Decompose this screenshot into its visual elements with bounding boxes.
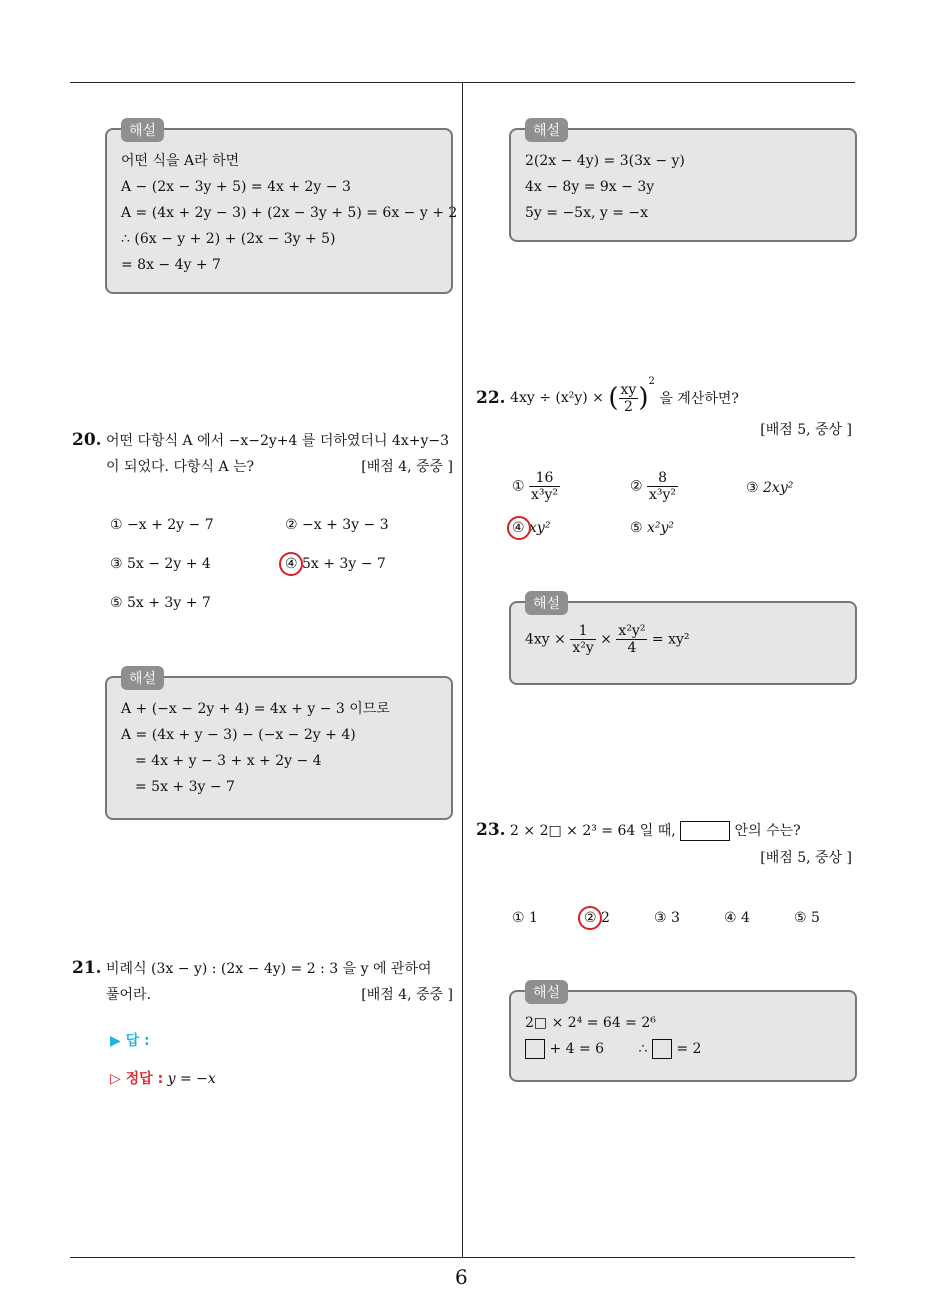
solution-line: 어떤 식을 A라 하면: [121, 153, 240, 169]
score-label: [배점 5, 중상 ]: [760, 421, 852, 438]
question-expression: 2 × 2□ × 2³ = 64 일 때,: [510, 823, 676, 839]
solution-tag: 해설: [525, 118, 568, 142]
blank-box: [652, 1039, 672, 1059]
solution-line: 4x − 8y = 9x − 3y: [525, 179, 655, 195]
question-number: 22.: [476, 388, 506, 408]
question-text: 을 계산하면?: [659, 391, 739, 407]
solution-box-21: [509, 123, 857, 242]
fraction: $\frac{1}{\text{x²y}}$: [572, 623, 594, 656]
solution-box-19: [105, 123, 458, 294]
fraction: $\frac{xy}{2}$: [620, 381, 637, 415]
selected-answer-mark: [279, 552, 303, 576]
correct-answer-row: [110, 1068, 216, 1088]
correct-answer-label: ▷ 정답 :: [110, 1071, 164, 1087]
bottom-rule: [70, 1257, 855, 1258]
solution-tag: 해설: [121, 118, 164, 142]
question-text: 이 되었다. 다항식 A 는?: [106, 459, 255, 475]
question-text: 비례식 (3x − y) : (2x − 4y) = 2 : 3 을 y 에 관하여: [106, 961, 432, 977]
choice-3[interactable]: ③ 2xy²: [746, 480, 794, 496]
fraction: $\frac{\text{x²y²}}{4}$: [618, 623, 646, 656]
page-number: 6: [455, 1265, 468, 1289]
choice-3[interactable]: ③ 5x − 2y + 4: [110, 556, 211, 572]
question-text: 풀어라.: [106, 987, 152, 1003]
correct-answer-value: y = −x: [167, 1071, 216, 1087]
question-21: [72, 958, 457, 1004]
solution-line: = 8x − 4y + 7: [121, 257, 221, 273]
score-label: [배점 5, 중상 ]: [760, 850, 852, 866]
solution-line-2: + 4 = 6 ∴ = 2: [525, 1036, 841, 1062]
solution-line: A = (4x + 2y − 3) + (2x − 3y + 5) = 6x − y + 2: [121, 205, 458, 221]
choice-2[interactable]: ② −x + 3y − 3: [285, 517, 389, 533]
blank-box: [680, 821, 730, 841]
answer-field-label[interactable]: ▶ 답 :: [110, 1033, 150, 1049]
question-number: 23.: [476, 820, 506, 840]
solution-line: = 4x + y − 3 + x + 2y − 4: [135, 753, 322, 769]
choice-2[interactable]: ② 2: [584, 910, 610, 926]
question-number: 20.: [72, 430, 102, 450]
fraction: $\frac{16}{\text{x³y²}}$: [531, 470, 559, 503]
solution-line: = 5x + 3y − 7: [135, 779, 235, 795]
question-number: 21.: [72, 958, 102, 978]
choice-5[interactable]: ⑤ 5x + 3y + 7: [110, 595, 211, 611]
solution-box-20: [105, 671, 453, 820]
solution-line: ∴ (6x − y + 2) + (2x − 3y + 5): [121, 231, 336, 247]
selected-answer-mark: [578, 906, 602, 930]
choice-4[interactable]: ④ 5x + 3y − 7: [285, 556, 386, 572]
solution-line: A + (−x − 2y + 4) = 4x + y − 3 이므로: [121, 701, 390, 717]
choice-5[interactable]: ⑤ x²y²: [630, 520, 675, 536]
question-23: [476, 820, 856, 867]
choice-4[interactable]: ④ 4: [724, 910, 750, 926]
solution-tag: 해설: [121, 666, 164, 690]
choice-2[interactable]: ② $\frac{8}{\text{x³y²}}$: [630, 470, 677, 503]
solution-tag: 해설: [525, 980, 568, 1004]
solution-line: A = (4x + y − 3) − (−x − 2y + 4): [121, 727, 356, 743]
score-label: [배점 4, 중중 ]: [361, 987, 453, 1003]
solution-tag: 해설: [525, 591, 568, 615]
question-20: [72, 430, 457, 476]
selected-answer-mark: [507, 516, 531, 540]
fraction: $\frac{8}{\text{x³y²}}$: [649, 470, 677, 503]
question-expression: 4xy ÷ (x²y) ×: [510, 390, 604, 406]
choice-4[interactable]: ④ xy²: [512, 520, 551, 536]
choice-3[interactable]: ③ 3: [654, 910, 680, 926]
question-22: 22. 4xy ÷ (x²y) × ( $\frac{xy}{2}$ )$^2$ 을 계산하면? [배점 5, 중상 ]: [476, 376, 856, 439]
question-text: 안의 수는?: [734, 823, 801, 839]
score-label: [배점 4, 중중 ]: [361, 459, 453, 475]
question-text: 어떤 다항식 A 에서 −x−2y+4 를 더하였더니 4x+y−3: [106, 433, 449, 449]
choice-1[interactable]: ① $\frac{16}{\text{x³y²}}$: [512, 470, 559, 503]
choice-1[interactable]: ① −x + 2y − 7: [110, 517, 214, 533]
solution-line: A − (2x − 3y + 5) = 4x + 2y − 3: [121, 179, 351, 195]
column-divider: [462, 82, 463, 1258]
solution-line: 2□ × 2⁴ = 64 = 2⁶: [525, 1015, 656, 1031]
solution-box-23: [509, 985, 857, 1082]
choice-5[interactable]: ⑤ 5: [794, 910, 820, 926]
solution-line: 5y = −5x, y = −x: [525, 205, 649, 221]
solution-box-22: 해설 4xy × $\frac{1}{\text{x²y}}$ × $\frac{\text{x²y²}}{4}$ = xy²: [509, 601, 857, 685]
blank-box: [525, 1039, 545, 1059]
choice-1[interactable]: ① 1: [512, 910, 538, 926]
solution-line: 2(2x − 4y) = 3(3x − y): [525, 153, 685, 169]
